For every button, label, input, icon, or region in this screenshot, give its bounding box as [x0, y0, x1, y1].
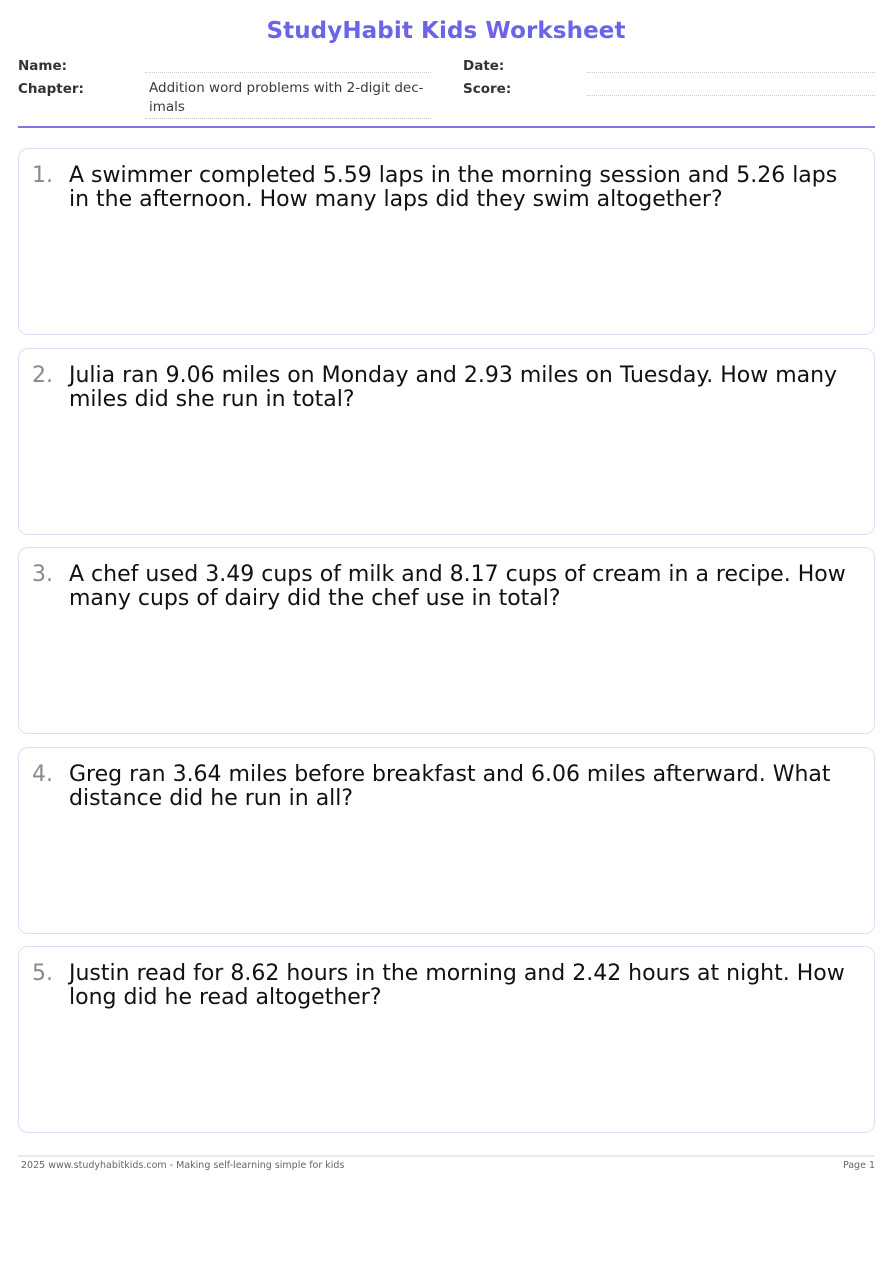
score-field[interactable] — [587, 95, 875, 96]
chapter-value — [145, 79, 431, 119]
name-field[interactable] — [145, 72, 431, 73]
score-label: Score: — [463, 81, 512, 97]
question-number: 3. — [32, 562, 53, 587]
question-card-4[interactable] — [18, 747, 875, 934]
question-number: 4. — [32, 762, 53, 787]
name-label: Name: — [18, 58, 68, 74]
worksheet-title: StudyHabit Kids Worksheet — [266, 18, 626, 44]
chapter-text: Addition word problems with 2-digit dec- imals — [149, 80, 424, 115]
question-card-5[interactable] — [18, 946, 875, 1133]
question-card-1[interactable] — [18, 148, 875, 335]
date-label: Date: — [463, 58, 505, 74]
question-text: Greg ran 3.64 miles before breakfast and 6.06 miles afterward. What distance did he run in all? — [69, 762, 831, 811]
footer-divider — [18, 1155, 875, 1157]
question-number: 1. — [32, 163, 53, 188]
question-text: Julia ran 9.06 miles on Monday and 2.93 miles on Tuesday. How many miles did she run in total? — [69, 363, 838, 412]
question-card-3[interactable] — [18, 547, 875, 734]
page-number: Page 1 — [842, 1160, 875, 1171]
question-text: A swimmer completed 5.59 laps in the morning session and 5.26 laps in the afternoon. How many laps did they swim altogether? — [69, 163, 838, 212]
question-number: 5. — [32, 961, 53, 986]
question-number: 2. — [32, 363, 53, 388]
chapter-label: Chapter: — [18, 81, 84, 97]
question-text: Justin read for 8.62 hours in the morning and 2.42 hours at night. How long did he read altogether? — [69, 961, 845, 1010]
footer-text: 2025 www.studyhabitkids.com - Making self-learning simple for kids — [21, 1160, 345, 1171]
question-text: A chef used 3.49 cups of milk and 8.17 cups of cream in a recipe. How many cups of dairy did the chef use in total? — [69, 562, 846, 611]
date-field[interactable] — [587, 72, 875, 73]
header-divider — [18, 126, 875, 128]
question-card-2[interactable] — [18, 348, 875, 535]
